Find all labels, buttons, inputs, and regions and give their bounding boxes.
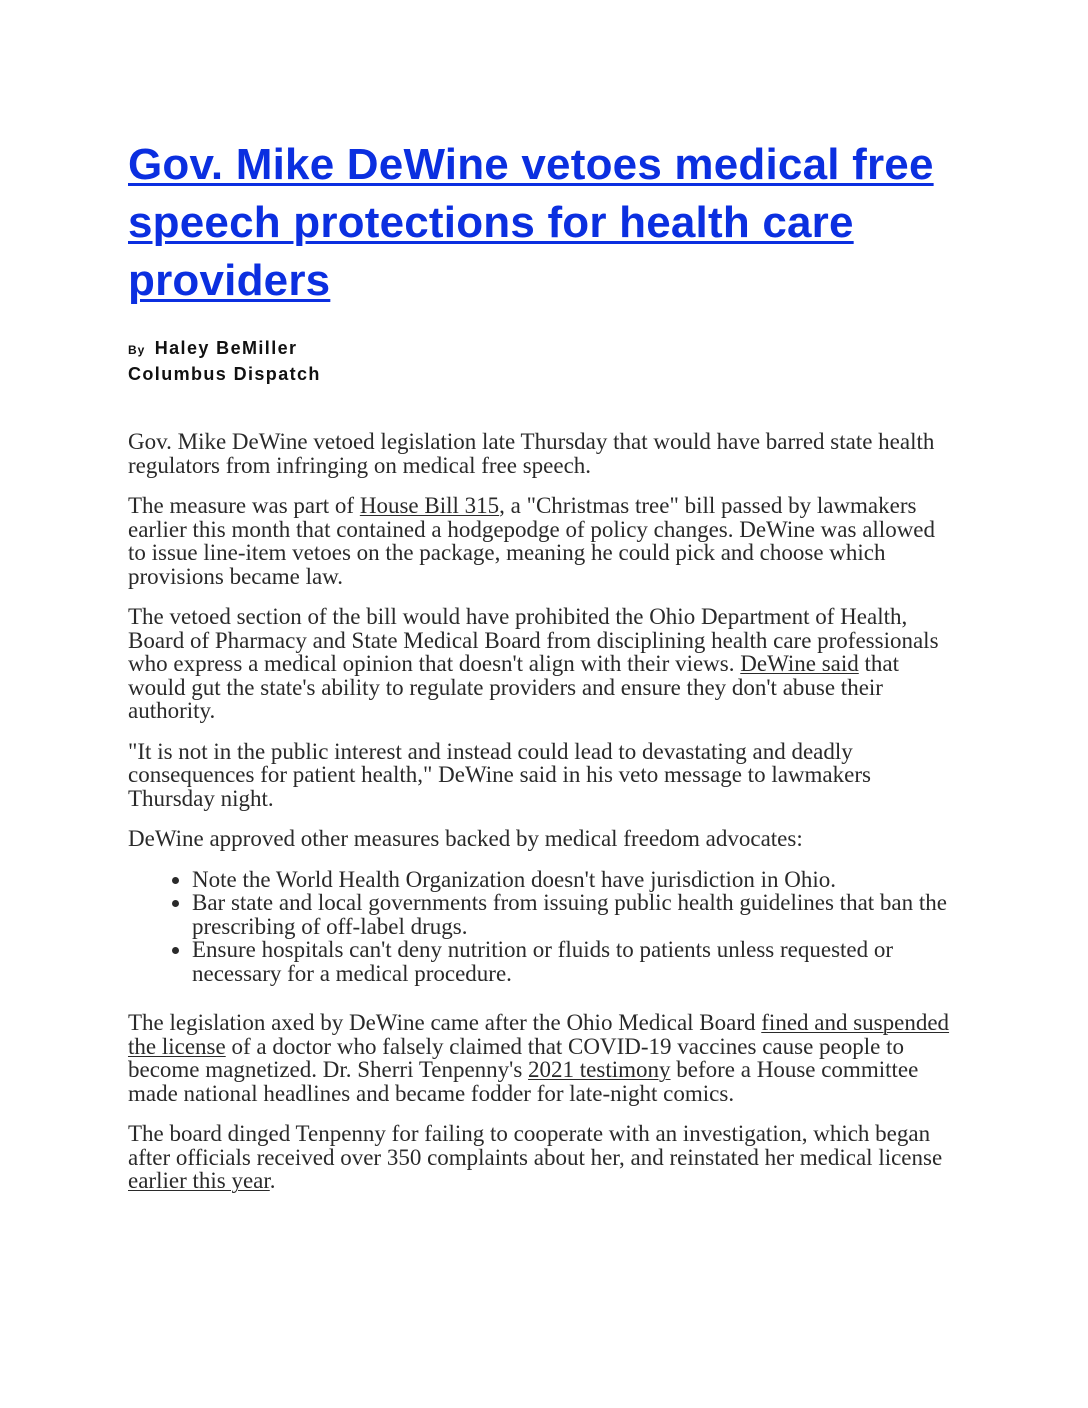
list-item: • Ensure hospitals can't deny nutrition or fluids to patients unless requested or necessary for a medical procedure. [192, 938, 958, 985]
paragraph-3 [128, 605, 958, 723]
paragraph-6 [128, 1011, 958, 1105]
byline-author-line [128, 336, 958, 362]
headline-link[interactable]: Gov. Mike DeWine vetoes medical free speech protections for health care providers [128, 140, 934, 305]
publication-name: Columbus Dispatch [128, 364, 321, 384]
paragraph-6-text-middle: of a doctor who falsely claimed that COVID-19 vaccines cause people to become magnetized. Dr. Sherri Tenpenny's [128, 1033, 904, 1082]
byline [128, 336, 958, 386]
earlier-this-year-link[interactable]: earlier this year [128, 1168, 270, 1193]
paragraph-3-text-before: The vetoed section of the bill would have prohibited the Ohio Department of Health, Board of Pharmacy and State Medical Board from disciplining health care professionals who express a medical opinion that doesn't align with their views. [128, 604, 939, 676]
dewine-said-link[interactable]: DeWine said [740, 651, 859, 676]
list-item: • Note the World Health Organization doesn't have jurisdiction in Ohio. [192, 868, 958, 892]
paragraph-2 [128, 494, 958, 588]
list-item: • Bar state and local governments from issuing public health guidelines that ban the prescribing of off-label drugs. [192, 891, 958, 938]
approved-measures-list [128, 868, 958, 986]
author-name: Haley BeMiller [154, 338, 298, 358]
headline [128, 136, 958, 310]
paragraph-6-text-before: The legislation axed by DeWine came after the Ohio Medical Board [128, 1010, 762, 1035]
paragraph-4: "It is not in the public interest and instead could lead to devastating and deadly consequences for patient health," DeWine said in his veto message to lawmakers Thursday night. [128, 738, 871, 811]
article [128, 136, 958, 1210]
house-bill-315-link[interactable]: House Bill 315 [359, 493, 500, 518]
paragraph-3-text-after: that would gut the state's ability to regulate providers and ensure they don't abuse their authority. [128, 651, 900, 723]
paragraph-7 [128, 1122, 958, 1193]
paragraph-2-text-before: The measure was part of [128, 493, 360, 518]
article-body [128, 430, 958, 1193]
paragraph-1: Gov. Mike DeWine vetoed legislation late Thursday that would have barred state health regulators from infringing on medical free speech. [128, 429, 935, 478]
2021-testimony-link[interactable]: 2021 testimony [528, 1057, 671, 1082]
paragraph-7-text-after: . [269, 1168, 276, 1193]
paragraph-2-text-after: , a "Christmas tree" bill passed by lawmakers earlier this month that contained a hodgepodge of policy changes. DeWine was allowed to issue line-item vetoes on the package, meaning he could pick and choose which provisions became law. [128, 493, 936, 589]
fined-and-suspended-link[interactable]: fined and suspended the license [128, 1010, 950, 1059]
paragraph-7-text-before: The board dinged Tenpenny for failing to cooperate with an investigation, which began after officials received over 350 complaints about her, and reinstated her medical license [128, 1121, 943, 1170]
byline-by: By [128, 343, 146, 357]
paragraph-6-text-after: before a House committee made national headlines and became fodder for late-night comics. [128, 1057, 919, 1106]
paragraph-5: DeWine approved other measures backed by medical freedom advocates: [128, 826, 803, 851]
